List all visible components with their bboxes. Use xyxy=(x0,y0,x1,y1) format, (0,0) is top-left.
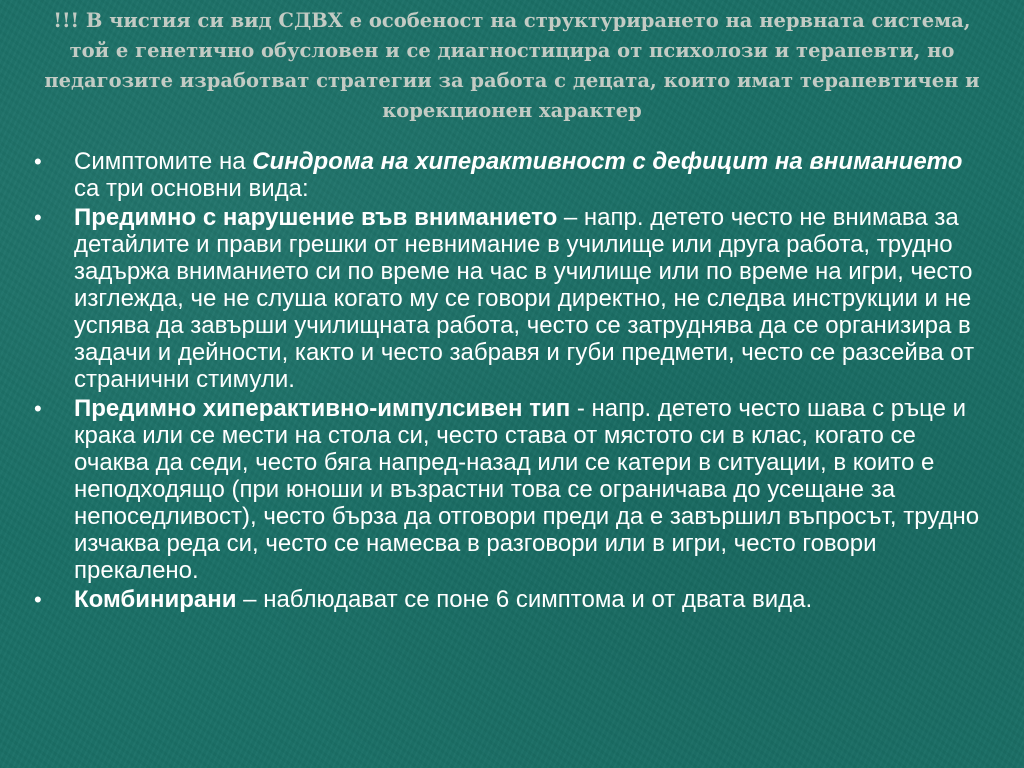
bullet-heading-inattentive: Предимно с нарушение във вниманието xyxy=(74,204,558,231)
bullet-list xyxy=(34,148,994,615)
bullet-intro-rest: са три основни вида: xyxy=(74,175,309,202)
bullet-icon: • xyxy=(34,396,42,421)
bullet-item-combined xyxy=(34,586,994,613)
bullet-text-hyperactive: - напр. детето често шава с ръце и крака или се мести на стола си, често става от мястото си в клас, когато се очаква да седи, често бяга напред-назад или се катери в ситуации, в които е неподходящо (при юноши и възрастни това се ограничава до усещане за непоседливост), често бърза да отговори преди да е завършил въпросът, трудно изчаква реда си, често се намесва в разговори или в игри, често говори прекалено. xyxy=(74,395,980,584)
bullet-heading-combined: Комбинирани xyxy=(74,586,237,613)
bullet-intro-text: Симптомите на xyxy=(74,148,253,175)
syndrome-name: Синдрома на хиперактивност с дефицит на вниманието xyxy=(252,148,963,175)
bullet-heading-hyperactive: Предимно хиперактивно-импулсивен тип xyxy=(74,395,571,422)
bullet-icon: • xyxy=(34,587,42,612)
bullet-icon: • xyxy=(34,205,42,230)
bullet-text-inattentive: – напр. детето често не внимава за детайлите и прави грешки от невнимание в училище или друга работа, трудно задържа вниманието си по време на час в училище или по време на игри, често изглежда, че не слуша когато му се говори директно, не следва инструкции и не успява да завърши училищната работа, често се затруднява да се организира в задачи и дейности, както и често забравя и губи предмети, често се разсейва от странични стимули. xyxy=(74,204,975,393)
bullet-text-combined: – наблюдават се поне 6 симптома и от двата вида. xyxy=(236,586,813,613)
bullet-item-inattentive xyxy=(34,204,994,393)
bullet-item-symptoms-intro xyxy=(34,148,994,202)
bullet-item-hyperactive xyxy=(34,395,994,584)
bullet-icon: • xyxy=(34,149,42,174)
slide-title: !!! В чистия си вид СДВХ е особеност на структурирането на нервната система, той е генетично обусловен и се диагностицира от психолози и терапевти, но педагозите изработват стратегии за работа с децата, които имат терапевтичен и корекционен характер xyxy=(44,9,980,122)
